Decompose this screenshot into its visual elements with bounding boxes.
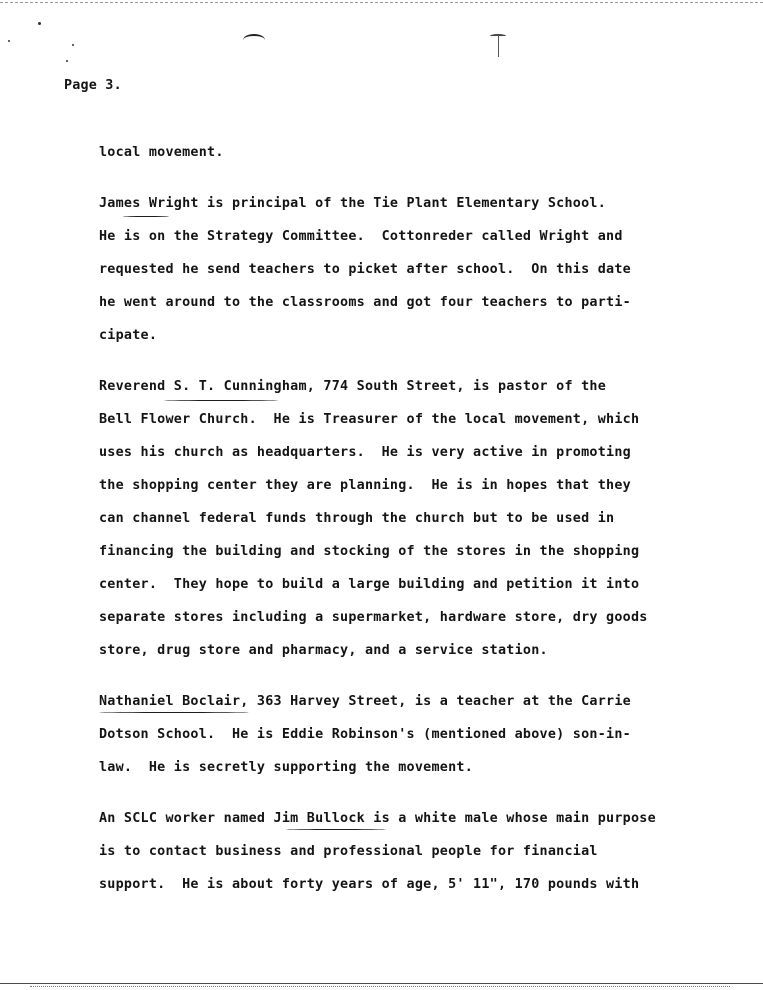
- text-line: is to contact business and professional people for financial: [99, 844, 598, 859]
- text-line: requested he send teachers to picket after school. On this date: [99, 262, 631, 277]
- handwritten-curve-mark: [243, 34, 265, 46]
- text-line: He is on the Strategy Committee. Cottonreder called Wright and: [99, 229, 623, 244]
- text-line: Dotson School. He is Eddie Robinson's (mentioned above) son-in-: [99, 727, 631, 742]
- text-line: he went around to the classrooms and got four teachers to parti-: [99, 295, 631, 310]
- text-line: An SCLC worker named Jim Bullock is a white male whose main purpose: [99, 811, 656, 826]
- handwritten-underline-cunningham: [164, 400, 278, 401]
- text-line: store, drug store and pharmacy, and a service station.: [99, 643, 548, 658]
- text-line: financing the building and stocking of the stores in the shopping: [99, 544, 640, 559]
- bottom-scan-border-dotted: [30, 986, 730, 987]
- scan-speck: [72, 44, 74, 46]
- text-line: center. They hope to build a large building and petition it into: [99, 577, 640, 592]
- text-line: can channel federal funds through the church but to be used in: [99, 511, 615, 526]
- handwritten-underline-boclair: [99, 712, 249, 713]
- handwritten-underline-bullock: [286, 829, 386, 830]
- scan-speck: [66, 60, 68, 62]
- text-line: Bell Flower Church. He is Treasurer of the local movement, which: [99, 412, 640, 427]
- text-line: Nathaniel Boclair, 363 Harvey Street, is a teacher at the Carrie: [99, 694, 631, 709]
- top-scan-border: [0, 2, 763, 3]
- text-line: separate stores including a supermarket, hardware store, dry goods: [99, 610, 648, 625]
- text-line: uses his church as headquarters. He is very active in promoting: [99, 445, 631, 460]
- handwritten-underline-wright: [123, 216, 169, 217]
- bottom-scan-border: [0, 983, 763, 984]
- text-line: cipate.: [99, 328, 158, 343]
- scan-speck: [38, 22, 41, 25]
- text-line: support. He is about forty years of age, 5' 11", 170 pounds with: [99, 877, 640, 892]
- text-line: Reverend S. T. Cunningham, 774 South Street, is pastor of the: [99, 379, 607, 394]
- scan-speck: [8, 40, 10, 42]
- text-line: the shopping center they are planning. He is in hopes that they: [99, 478, 631, 493]
- text-line: law. He is secretly supporting the movement.: [99, 760, 474, 775]
- page-number: Page 3.: [64, 78, 122, 93]
- text-line: local movement.: [99, 145, 224, 160]
- text-line: James Wright is principal of the Tie Plant Elementary School.: [99, 196, 607, 211]
